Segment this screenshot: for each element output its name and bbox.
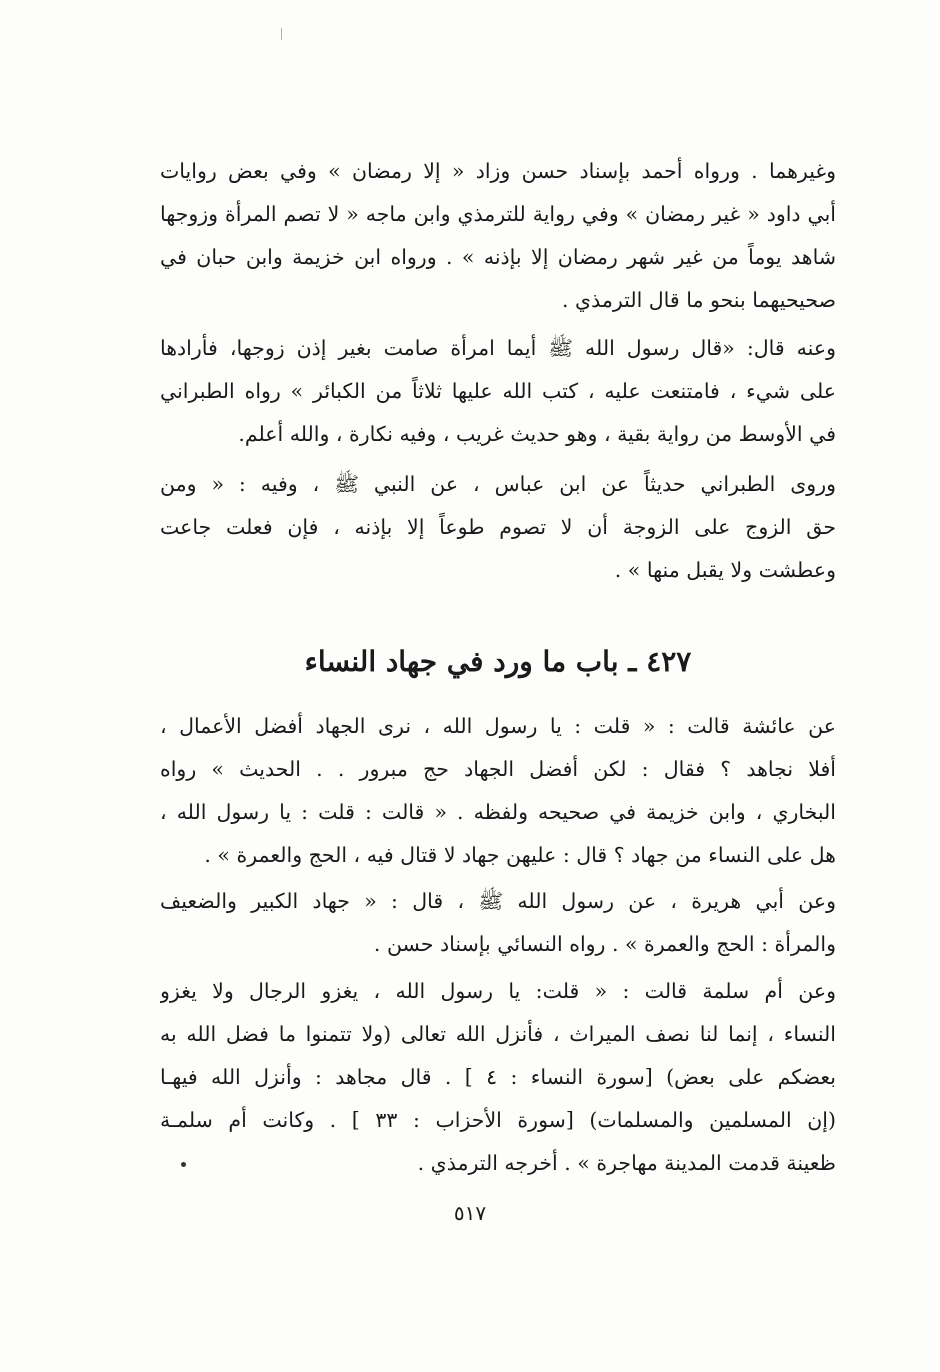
- text-line: حق الزوج على الزوجة أن لا تصوم طوعاً إلا بإذنه ، فإن فعلت جاعت: [160, 515, 836, 539]
- text-line: (إن المسلمين والمسلمات) [سورة الأحزاب : ٣٣ ] . وكانت أم سلمـة: [160, 1108, 836, 1132]
- paragraph-abu-hurayra-hadith: [160, 880, 836, 966]
- text-line: صحيحيهما بنحو ما قال الترمذي .: [562, 288, 836, 312]
- scan-mark: [281, 28, 282, 40]
- text-line: وعنه قال: «قال رسول الله ﷺ أيما امرأة صامت بغير إذن زوجها، فأرادها: [160, 336, 836, 360]
- stray-dot: [181, 1162, 186, 1167]
- paragraph-ibn-abbas-hadith: [160, 463, 836, 592]
- paragraph-wife-fasting-hadith: [160, 327, 836, 456]
- chapter-heading: ٤٢٧ ـ باب ما ورد في جهاد النساء: [304, 645, 692, 678]
- text-line: على شيء ، فامتنعت عليه ، كتب الله عليها ثلاثاً من الكبائر » رواه الطبراني: [160, 379, 836, 403]
- text-line: شاهد يوماً من غير شهر رمضان إلا بإذنه » . ورواه ابن خزيمة وابن حبان في: [160, 245, 836, 269]
- paragraph-umm-salama-hadith: [160, 970, 836, 1185]
- text-line: والمرأة : الحج والعمرة » . رواه النسائي بإسناد حسن .: [373, 932, 836, 956]
- text-line: وغيرهما . ورواه أحمد بإسناد حسن وزاد « إلا رمضان » وفي بعض روايات: [160, 159, 836, 183]
- text-line: وعطشت ولا يقبل منها » .: [614, 558, 836, 582]
- text-line: وروى الطبراني حديثاً عن ابن عباس ، عن النبي ﷺ ، وفيه : « ومن: [160, 472, 836, 496]
- text-line: البخاري ، وابن خزيمة في صحيحه ولفظه . « قالت : قلت : يا رسول الله ،: [160, 800, 836, 824]
- text-line: وعن أم سلمة قالت : « قلت: يا رسول الله ، يغزو الرجال ولا يغزو: [160, 979, 836, 1003]
- text-line: أبي داود « غير رمضان » وفي رواية للترمذي وابن ماجه « لا تصم المرأة وزوجها: [160, 202, 836, 226]
- text-line: بعضكم على بعض) [سورة النساء : ٤ ] . قال مجاهد : وأنزل الله فيهـا: [160, 1065, 836, 1089]
- text-line: أفلا نجاهد ؟ فقال : لكن أفضل الجهاد حج مبرور . . الحديث » رواه: [160, 757, 836, 781]
- text-line: في الأوسط من رواية بقية ، وهو حديث غريب ، وفيه نكارة ، والله أعلم.: [238, 422, 836, 446]
- page-number: ٥١٧: [453, 1201, 487, 1225]
- text-line: ظعينة قدمت المدينة مهاجرة » . أخرجه الترمذي .: [417, 1151, 836, 1175]
- paragraph-aisha-hadith: [160, 705, 836, 877]
- paragraph-fasting-narrations: [160, 150, 836, 322]
- text-line: وعن أبي هريرة ، عن رسول الله ﷺ ، قال : « جهاد الكبير والضعيف: [160, 889, 836, 913]
- text-line: عن عائشة قالت : « قلت : يا رسول الله ، نرى الجهاد أفضل الأعمال ،: [160, 714, 836, 738]
- text-line: هل على النساء من جهاد ؟ قال : عليهن جهاد لا قتال فيه ، الحج والعمرة » .: [204, 843, 836, 867]
- text-line: النساء ، إنما لنا نصف الميراث ، فأنزل الله تعالى (ولا تتمنوا ما فضل الله به: [160, 1022, 836, 1046]
